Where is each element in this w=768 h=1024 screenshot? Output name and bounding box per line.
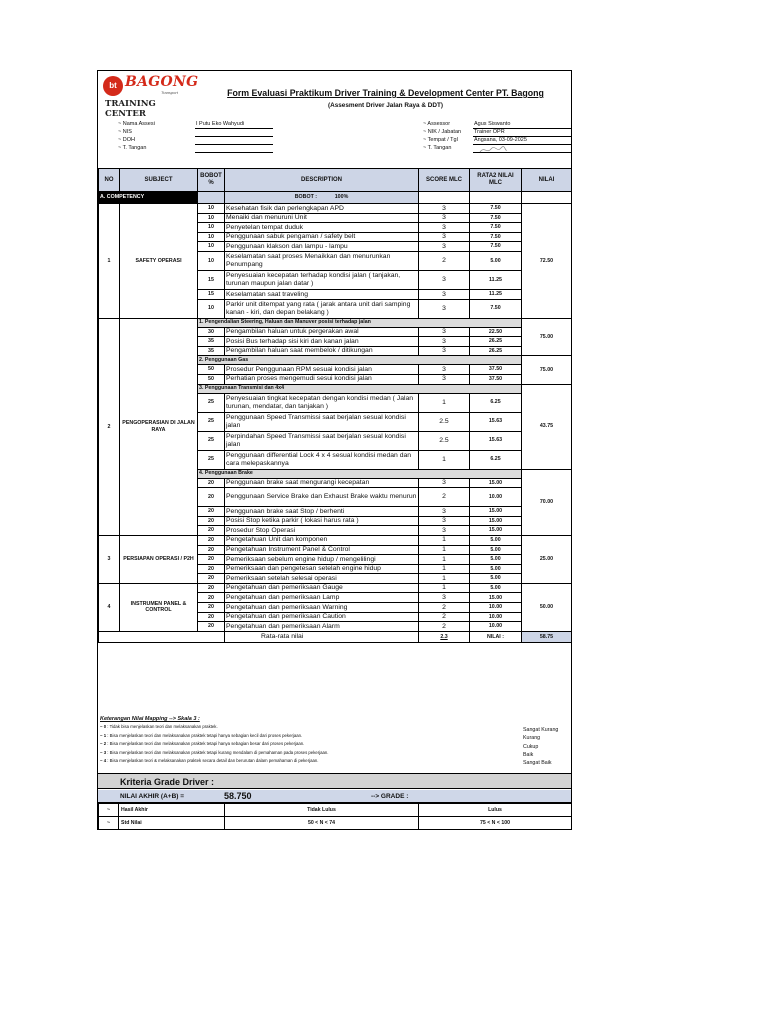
evaluation-form: [97, 70, 572, 830]
score-value: 1: [419, 564, 470, 574]
evaluation-table: [98, 168, 572, 643]
rata-value: 15.00: [470, 478, 522, 488]
bobot-value: 50: [198, 365, 225, 375]
grade-label: --> GRADE :: [371, 793, 409, 800]
bobot-label: BOBOT :: [294, 194, 318, 201]
description: Menaiki dan menuruni Unit: [225, 213, 419, 223]
note-text: : Tidak bisa menjelaskan teori dan melaksanakan praktek.: [107, 724, 218, 729]
grade-row-label: Hasil Akhir: [119, 804, 225, 817]
section-row: [99, 192, 572, 204]
bobot-value: 20: [198, 516, 225, 526]
rata-value: 7.50: [470, 204, 522, 214]
description: Penggunaan Service Brake dan Exhaust Brake waktu menurun: [225, 488, 419, 507]
rata-value: 11.25: [470, 270, 522, 289]
value-nama-assesi: I Putu Eko Wahyudi: [196, 121, 245, 127]
score-value: 2: [419, 622, 470, 632]
subject-no: 2: [99, 318, 120, 535]
grade-tidak-lulus: Tidak Lulus: [225, 804, 419, 817]
description: Pengambilan haluan untuk pergerakan awal: [225, 327, 419, 337]
subject-name: PERSIAPAN OPERASI / P2H: [120, 535, 198, 583]
description: Penggunaan klakson dan lampu - lampu: [225, 242, 419, 252]
description: Prosedur Penggunaan RPM sesuai kondisi jalan: [225, 365, 419, 375]
bobot-value: 20: [198, 622, 225, 632]
description: Penggunaan brake saat Stop / berhenti: [225, 507, 419, 517]
rata-value: 5.00: [470, 545, 522, 555]
bobot-value: 20: [198, 535, 225, 545]
table-row: [99, 535, 572, 545]
score-value: 3: [419, 232, 470, 242]
grade-lulus: Lulus: [419, 804, 572, 817]
training-center-label: TRAINING CENTER: [105, 99, 156, 119]
score-value: 2: [419, 488, 470, 507]
scale-label: Sangat Baik: [523, 760, 552, 767]
description: Pengetahuan dan pemeriksaan Caution: [225, 612, 419, 622]
description: Penyetelan tempat duduk: [225, 223, 419, 233]
value-tempat-tgl: Angsana, 03-09-2025: [474, 137, 527, 143]
rata-value: 10.00: [470, 612, 522, 622]
note-item: [100, 758, 570, 767]
label-doh: ~ DOH: [118, 137, 135, 143]
logo-name: BAGONG: [125, 74, 199, 90]
score-value: 3: [419, 337, 470, 347]
col-nilai: NILAI: [522, 169, 572, 192]
score-value: 3: [419, 593, 470, 603]
underline: [195, 144, 273, 145]
description: Penggunaan differential Lock 4 x 4 sesual kondisi medan dan cara melepaskannya: [225, 450, 419, 469]
label-tempat-tgl: ~ Tempat / Tgl: [423, 137, 458, 143]
bagong-logo-mark: bt: [103, 76, 123, 96]
score-value: 3: [419, 327, 470, 337]
note-key: ~ 2: [100, 741, 107, 746]
note-key: ~ 0: [100, 724, 107, 729]
rata-value: 26.25: [470, 337, 522, 347]
rata-value: 15.00: [470, 516, 522, 526]
description: Posisi Stop ketika parkir ( lokasi harus rata ): [225, 516, 419, 526]
col-score: SCORE MLC: [419, 169, 470, 192]
note-key: ~ 1: [100, 732, 107, 738]
grade-row: [99, 804, 572, 817]
label-nis: ~ NIS: [118, 129, 132, 135]
notes-heading: Keterangan Nilai Mapping --> Skala 3 :: [100, 716, 200, 722]
bobot-value: 25: [198, 412, 225, 431]
rata-value: 37.50: [470, 365, 522, 375]
rata-value: 22.50: [470, 327, 522, 337]
grade-key: ~: [99, 817, 119, 830]
label-assessor: ~ Assessor: [423, 121, 451, 127]
underline: [473, 128, 571, 129]
description: Penyesuaian kecepatan terhadap kondisi jalan ( tanjakan, turunan maupun jalan datar ): [225, 270, 419, 289]
blank-cell: [470, 192, 522, 204]
nilai-akhir-bar: [98, 790, 571, 803]
description: Pemeriksaan sebelum engine hidup / mengelilingi: [225, 555, 419, 565]
rata-value: 10.00: [470, 488, 522, 507]
nilai-akhir-value: 58.750: [224, 791, 252, 801]
value-nik-jabatan: Trainer OPR: [474, 129, 505, 135]
bobot-value: 20: [198, 583, 225, 593]
score-value: 1: [419, 583, 470, 593]
label-nama-assesi: ~ Nama Assesi: [118, 121, 155, 127]
score-value: 3: [419, 270, 470, 289]
bobot-value: 20: [198, 593, 225, 603]
group-title: 3. Penggunaan Transmisi dan 4x4: [198, 384, 522, 393]
subject-no: 4: [99, 583, 120, 631]
bobot-value: 25: [198, 431, 225, 450]
bobot-cell: [198, 192, 225, 204]
section-competency: A. COMPETENCY: [99, 192, 198, 204]
rata-value: 7.50: [470, 213, 522, 223]
bagong-logo: [101, 74, 199, 119]
grade-range-tidak-lulus: 50 < N < 74: [225, 817, 419, 830]
score-value: 2: [419, 251, 470, 270]
rata-value: 5.00: [470, 583, 522, 593]
underline: [195, 152, 273, 153]
score-value: 3: [419, 299, 470, 318]
description: Prosedur Stop Operasi: [225, 526, 419, 536]
note-key: ~ 3: [100, 749, 107, 755]
rata-value: 7.50: [470, 242, 522, 252]
note-item: [100, 724, 570, 733]
bobot-value: 20: [198, 612, 225, 622]
bobot-value: 20: [198, 488, 225, 507]
description: Pengetahuan dan pemeriksaan Alarm: [225, 622, 419, 632]
nilai-akhir-label: NILAI AKHIR (A+B) =: [120, 793, 185, 800]
rata-value: 10.00: [470, 603, 522, 613]
bobot-value: 10: [198, 242, 225, 252]
bobot-value: 25: [198, 393, 225, 412]
description: Keselamatan saat proses Menaikkan dan menurunkan Penumpang: [225, 251, 419, 270]
bobot-value: 20: [198, 478, 225, 488]
rata-value: 5.00: [470, 535, 522, 545]
col-rata: RATA2 NILAI MLC: [470, 169, 522, 192]
rata-value: 7.50: [470, 232, 522, 242]
scale-labels: [523, 726, 558, 767]
score-value: 2: [419, 612, 470, 622]
blank-cell: [99, 631, 225, 642]
group-nilai: 43.75: [522, 384, 572, 469]
table-header-row: [99, 169, 572, 192]
subject-name: INSTRUMEN PANEL & CONTROL: [120, 583, 198, 631]
score-value: 3: [419, 478, 470, 488]
grade-row: [99, 817, 572, 830]
subject-nilai: 25.00: [522, 535, 572, 583]
note-text: : Bisa menjelaskan teori dan melaksanakan praktek tetapi hanya sebagian kecil dari proses pekerjaan.: [107, 732, 303, 738]
bobot-value: 20: [198, 555, 225, 565]
score-value: 1: [419, 574, 470, 584]
description: Pemeriksaan dan pengetesan setelah engine hidup: [225, 564, 419, 574]
description: Pengetahuan dan pemeriksaan Lamp: [225, 593, 419, 603]
note-text: : Bisa menjelaskan teori dan melaksanakan praktek tetapi hanya sebagian besar dari proses pekerjaan.: [107, 741, 305, 746]
scale-label: Kurang: [523, 735, 541, 742]
blank-cell: [419, 192, 470, 204]
rata-value: 7.50: [470, 299, 522, 318]
score-value: 3: [419, 346, 470, 356]
col-no: NO: [99, 169, 120, 192]
rata-value: 37.50: [470, 374, 522, 384]
score-value: 2.5: [419, 431, 470, 450]
col-bobot: BOBOT %: [198, 169, 225, 192]
description: Posisi Bus terhadap sisi kiri dan kanan jalan: [225, 337, 419, 347]
subject-nilai: 50.00: [522, 583, 572, 631]
rata-value: 15.00: [470, 593, 522, 603]
subject-nilai: 72.50: [522, 204, 572, 319]
group-title: 4. Penggunaan Brake: [198, 469, 522, 478]
bobot-value: 20: [198, 545, 225, 555]
rata-value: 15.00: [470, 526, 522, 536]
underline: [195, 128, 273, 129]
bobot-banner: [225, 192, 419, 204]
underline: [195, 136, 273, 137]
rata-value: 6.25: [470, 450, 522, 469]
score-value: 3: [419, 516, 470, 526]
summary-score: 2.3: [419, 631, 470, 642]
bobot-value: 15: [198, 270, 225, 289]
score-value: 1: [419, 393, 470, 412]
group-nilai: 70.00: [522, 469, 572, 535]
rata-value: 5.00: [470, 555, 522, 565]
col-subject: SUBJECT: [120, 169, 198, 192]
bobot-value: 20: [198, 574, 225, 584]
notes-list: [100, 724, 570, 767]
summary-row: [99, 631, 572, 642]
description: Pengambilan haluan saat membelok / ditikungan: [225, 346, 419, 356]
value-assessor: Agus Siswanto: [474, 121, 511, 127]
rata-value: 11.25: [470, 289, 522, 299]
rata-value: 7.50: [470, 223, 522, 233]
note-item: [100, 733, 570, 742]
rata-value: 15.63: [470, 431, 522, 450]
note-text: : Bisa menjelaskan teori & melaksanakan praktek secara detail dan berurutan dalam pemahaman di pekerjaan.: [107, 758, 319, 763]
score-value: 3: [419, 526, 470, 536]
description: Parkir unit ditempat yang rata ( jarak antara unit dari samping kanan - kiri, dan depan belakang ): [225, 299, 419, 318]
note-item: [100, 741, 570, 750]
group-title-row: [99, 318, 572, 327]
bobot-value: 35: [198, 337, 225, 347]
rata-value: 26.25: [470, 346, 522, 356]
bobot-value: 20: [198, 603, 225, 613]
score-value: 3: [419, 365, 470, 375]
bobot-value: 30: [198, 327, 225, 337]
rata-value: 5.00: [470, 574, 522, 584]
score-value: 1: [419, 535, 470, 545]
rata-value: 10.00: [470, 622, 522, 632]
table-row: [99, 204, 572, 214]
rata-value: 15.63: [470, 412, 522, 431]
table-row: [99, 583, 572, 593]
score-value: 1: [419, 555, 470, 565]
scale-label: Cukup: [523, 743, 539, 750]
grade-range-lulus: 75 < N < 100: [419, 817, 572, 830]
description: Pengetahuan dan pemeriksaan Gauge: [225, 583, 419, 593]
notes-section: [100, 716, 570, 767]
score-value: 2: [419, 603, 470, 613]
score-value: 3: [419, 374, 470, 384]
bobot-value: 10: [198, 232, 225, 242]
description: Penggunaan brake saat mengurangi kecepatan: [225, 478, 419, 488]
bobot-value: 10: [198, 299, 225, 318]
score-value: 3: [419, 289, 470, 299]
score-value: 3: [419, 223, 470, 233]
bobot-value: 35: [198, 346, 225, 356]
description: Perhatian proses mengemudi sesui kondisi jalan: [225, 374, 419, 384]
description: Pengetahuan dan pemeriksaan Warning: [225, 603, 419, 613]
label-tanda-tangan-assessor: ~ T. Tangan: [423, 145, 452, 151]
bobot-value: 10: [198, 204, 225, 214]
group-nilai: 75.00: [522, 356, 572, 384]
score-value: 1: [419, 450, 470, 469]
blank-cell: [522, 192, 572, 204]
note-key: ~ 4: [100, 758, 107, 763]
group-nilai: 75.00: [522, 318, 572, 356]
bobot-value: 25: [198, 450, 225, 469]
bobot-value: 15: [198, 289, 225, 299]
score-value: 1: [419, 545, 470, 555]
rata-value: 6.25: [470, 393, 522, 412]
score-value: 3: [419, 204, 470, 214]
bobot-value: 10: [198, 213, 225, 223]
description: Penggunaan Speed Transmissi saat berjalan sesual kondisi jalan: [225, 412, 419, 431]
description: Perpindahan Speed Transmissi saat berjalan sesual kondisi jalan: [225, 431, 419, 450]
label-tanda-tangan-assesi: ~ T. Tangan: [118, 145, 147, 151]
group-title: 2. Penggunaan Gas: [198, 356, 522, 365]
rata-value: 5.00: [470, 564, 522, 574]
description: Penyesuaian tingkat kecepatan dengan kondisi medan ( Jalan turunan, mendatar, dan tanjakan ): [225, 393, 419, 412]
grade-key: ~: [99, 804, 119, 817]
summary-label: Rata-rata nilai: [225, 631, 419, 642]
subject-no: 3: [99, 535, 120, 583]
description: Pengetahuan Unit dan komponen: [225, 535, 419, 545]
description: Keselamatan saat traveling: [225, 289, 419, 299]
subject-name: PENGOPERASIAN DI JALAN RAYA: [120, 318, 198, 535]
grade-table: [98, 803, 572, 830]
bobot-value: 100%: [334, 194, 349, 201]
grade-row-label: Std Nilai: [119, 817, 225, 830]
score-value: 3: [419, 213, 470, 223]
description: Kesehatan fisik dan perlengkapan APD: [225, 204, 419, 214]
summary-nilai: 58.75: [522, 631, 572, 642]
score-value: 3: [419, 507, 470, 517]
bobot-value: 10: [198, 251, 225, 270]
kriteria-title: Kriteria Grade Driver :: [98, 773, 571, 789]
score-value: 3: [419, 242, 470, 252]
bobot-value: 20: [198, 564, 225, 574]
bobot-value: 50: [198, 374, 225, 384]
scale-label: Baik: [523, 751, 534, 758]
rata-value: 5.00: [470, 251, 522, 270]
description: Penggunaan sabuk pengaman / safety belt: [225, 232, 419, 242]
bobot-value: 20: [198, 526, 225, 536]
scale-label: Sangat Kurang: [523, 727, 559, 733]
rata-value: 15.00: [470, 507, 522, 517]
description: Pengetahuan Instrument Panel & Control: [225, 545, 419, 555]
note-item: [100, 750, 570, 759]
score-value: 2.5: [419, 412, 470, 431]
form-title: Form Evaluasi Praktikum Driver Training & Development Center PT. Bagong: [227, 88, 544, 98]
description: Pemeriksaan setelah selesai operasi: [225, 574, 419, 584]
group-title: 1. Pengendalian Steering, Haluan dan Manuver posisi terhadap jalan: [198, 318, 522, 327]
note-text: : Bisa menjelaskan teori dan melaksanakan praktek tetapi kurang mendalam di pemahaman pada proses pekerjaan.: [107, 749, 329, 755]
col-description: DESCRIPTION: [225, 169, 419, 192]
signature-mark: [478, 145, 508, 155]
bobot-value: 20: [198, 507, 225, 517]
bobot-value: 10: [198, 223, 225, 233]
form-subtitle: (Assesment Driver Jalan Raya & DDT): [327, 102, 444, 109]
subject-name: SAFETY OPERASI: [120, 204, 198, 319]
summary-nilai-label: NILAI :: [470, 631, 522, 642]
underline: [473, 136, 571, 137]
subject-no: 1: [99, 204, 120, 319]
logo-sub: Transport: [161, 90, 178, 95]
label-nik-jabatan: ~ NIK / Jabatan: [423, 129, 462, 135]
